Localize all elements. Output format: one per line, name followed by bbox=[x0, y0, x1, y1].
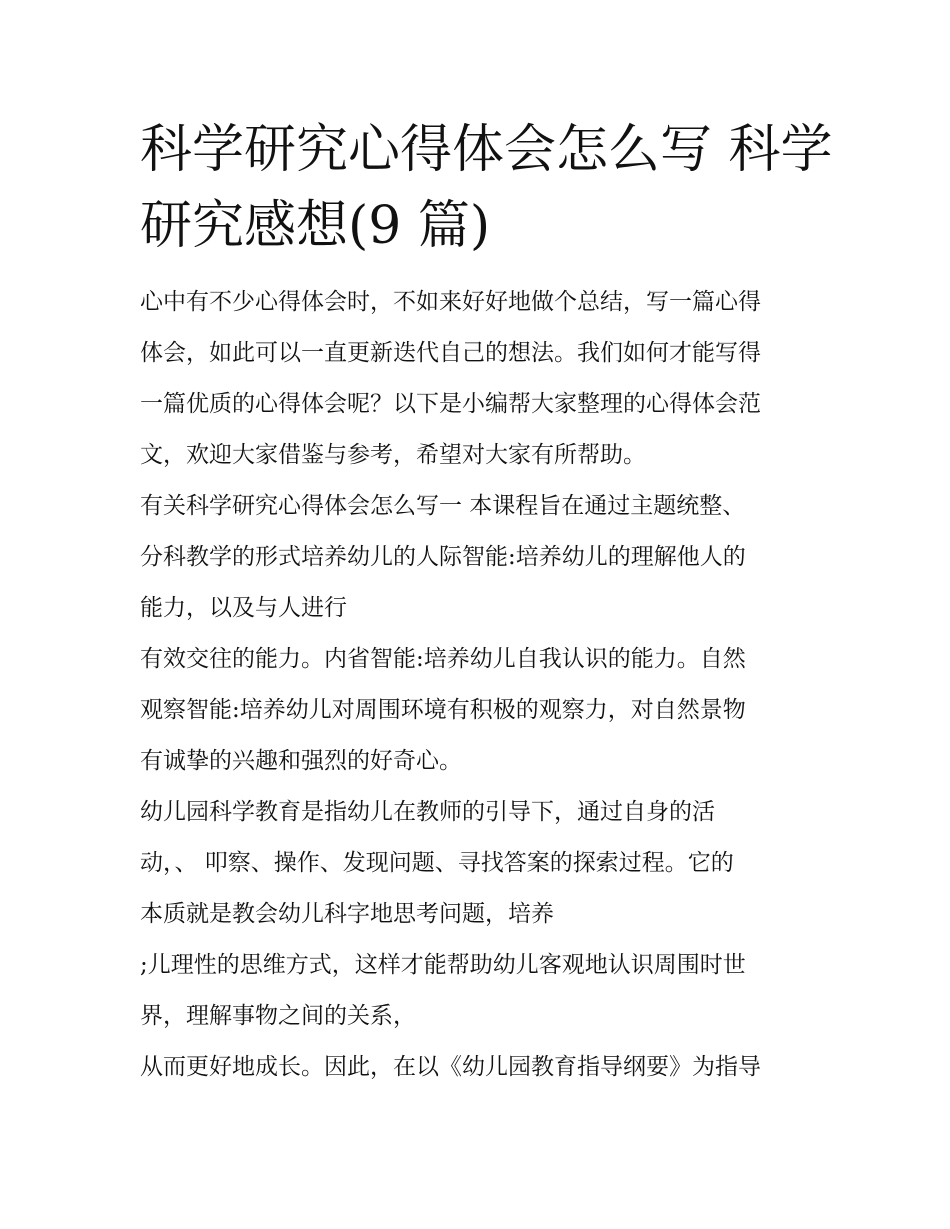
body-line: 心中有不少心得体会时，不如来好好地做个总结，写一篇心得 bbox=[140, 289, 761, 315]
body-line: 动，、 叩察、操作、发现问题、寻找答案的探索过程。它的 bbox=[140, 850, 734, 876]
body-line: 一篇优质的心得体会呢？以下是小编帮大家整理的心得体会范 bbox=[140, 391, 761, 417]
document-title bbox=[140, 112, 833, 264]
body-line: 观察智能:培养幼儿对周围环境有积极的观察力，对自然景物 bbox=[140, 697, 746, 723]
body-line: ;儿理性的思维方式，这样才能帮助幼儿客观地认识周围时世 bbox=[140, 952, 746, 978]
body-line: 本质就是教会幼儿科字地思考问题，培养 bbox=[140, 901, 554, 927]
title-line: 科学研究心得体会怎么写 科学 bbox=[140, 120, 833, 180]
body-line: 有诚挚的兴趣和强烈的好奇心。 bbox=[140, 748, 462, 774]
body-line: 界，理解事物之间的关系， bbox=[140, 1003, 416, 1029]
body-line: 分科教学的形式培养幼儿的人际智能:培养幼儿的理解他人的 bbox=[140, 544, 746, 570]
body-line: 体会，如此可以一直更新迭代自己的想法。我们如何才能写得 bbox=[140, 340, 761, 366]
body-line: 从而更好地成长。因此，在以《幼儿园教育指导纲要》为指导 bbox=[140, 1054, 761, 1080]
body-line: 有效交往的能力。内省智能:培养幼儿自我认识的能力。自然 bbox=[140, 646, 746, 672]
body-line: 有关科学研究心得体会怎么写一 本课程旨在通过主题统整、 bbox=[140, 493, 746, 519]
title-line: 研究感想(9 篇) bbox=[140, 196, 491, 256]
body-line: 能力，以及与人进行 bbox=[140, 595, 347, 621]
document-body bbox=[140, 285, 820, 1101]
body-line: 文，欢迎大家借鉴与参考，希望对大家有所帮助。 bbox=[140, 442, 646, 468]
body-line: 幼儿园科学教育是指幼儿在教师的引导下，通过自身的活 bbox=[140, 799, 715, 825]
